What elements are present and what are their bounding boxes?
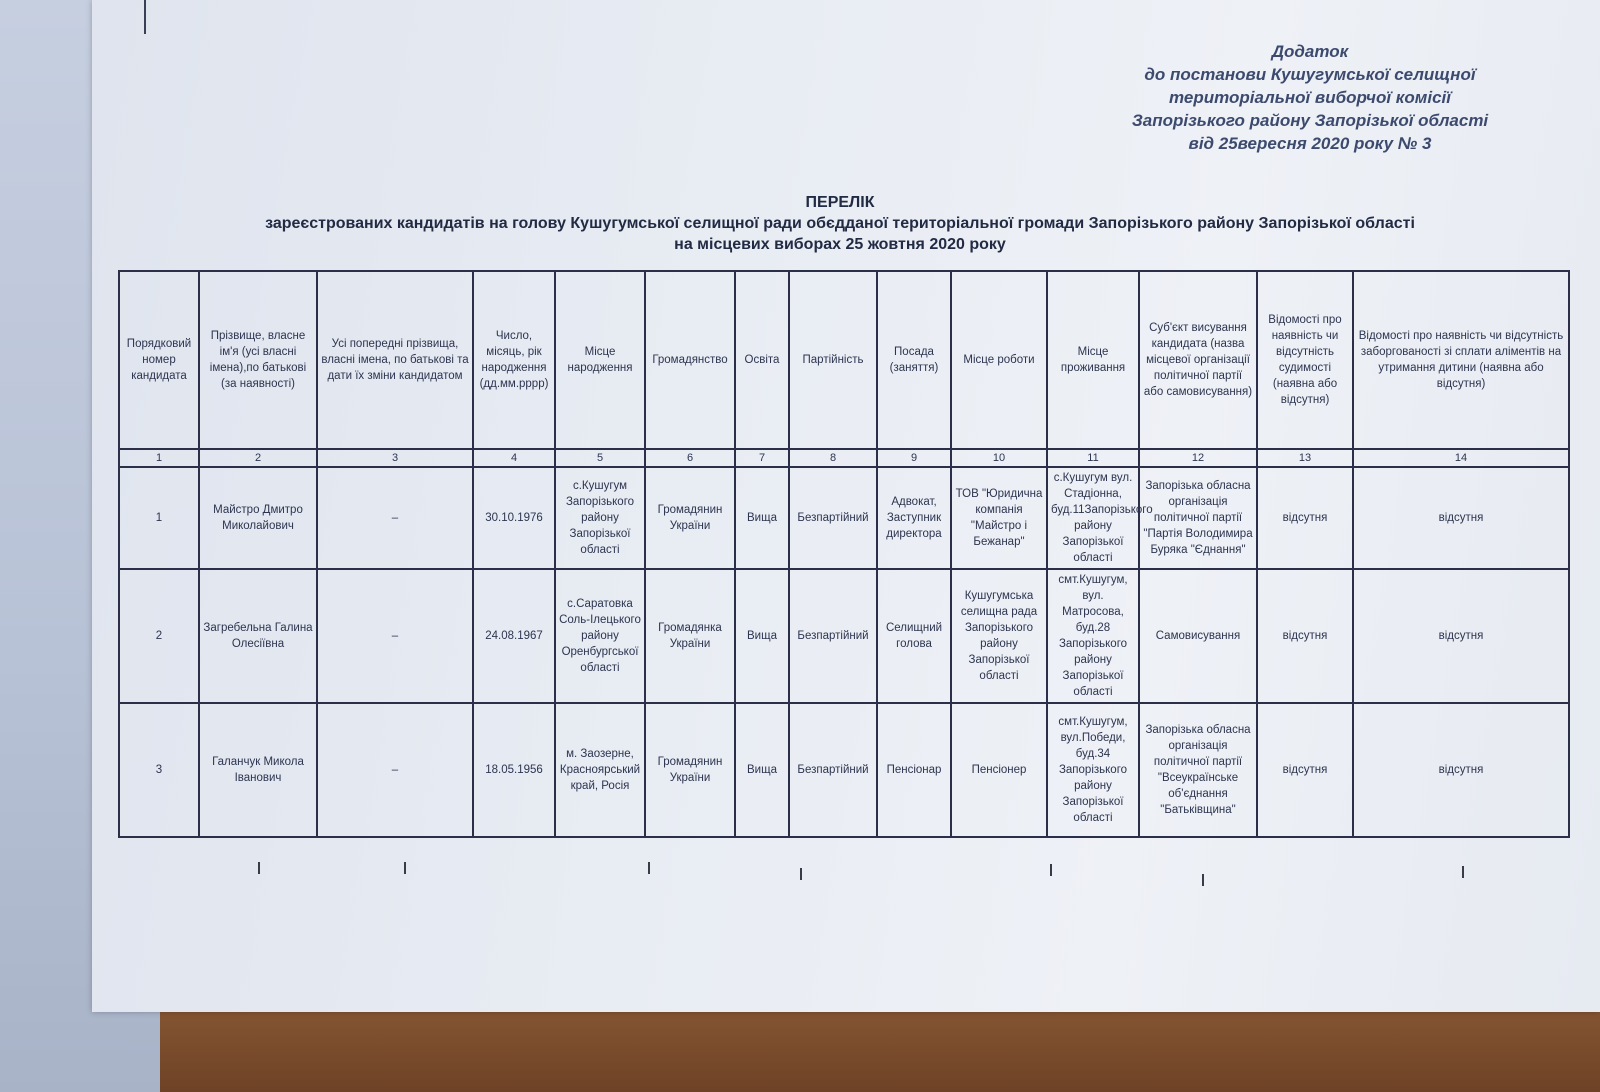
table-cell: Громадянка України — [645, 569, 735, 703]
table-cell: Запорізька обласна організація політичної партії "Всеукраїнське об'єднання "Батьківщина" — [1139, 703, 1257, 837]
column-number: 10 — [951, 449, 1047, 467]
table-cell: Вища — [735, 467, 789, 569]
table-cell: 24.08.1967 — [473, 569, 555, 703]
tick-mark — [800, 868, 802, 880]
table-cell: 2 — [119, 569, 199, 703]
tick-mark — [1050, 864, 1052, 876]
annex-line: Запорізького району Запорізької області — [1131, 111, 1489, 130]
header-cell: Відомості про наявність чи відсутність судимості (наявна або відсутня) — [1257, 271, 1353, 449]
table-cell: Селищний голова — [877, 569, 951, 703]
header-cell: Посада (заняття) — [877, 271, 951, 449]
table-cell: Майстро Дмитро Миколайович — [199, 467, 317, 569]
header-cell: Усі попередні прізвища, власні імена, по батькові та дати їх зміни кандидатом — [317, 271, 473, 449]
column-number: 7 — [735, 449, 789, 467]
table-cell: Галанчук Микола Іванович — [199, 703, 317, 837]
column-number: 11 — [1047, 449, 1139, 467]
table-cell: – — [317, 569, 473, 703]
column-number: 12 — [1139, 449, 1257, 467]
edge-mark — [144, 0, 146, 34]
header-cell: Освіта — [735, 271, 789, 449]
tick-mark — [404, 862, 406, 874]
table-cell: Адвокат, Заступник директора — [877, 467, 951, 569]
candidates-table — [118, 270, 1570, 838]
table-cell: відсутня — [1353, 703, 1569, 837]
annex-line: територіальної виборчої комісії — [1169, 88, 1451, 107]
table-cell: відсутня — [1257, 467, 1353, 569]
annex-block — [1090, 40, 1530, 155]
column-number: 2 — [199, 449, 317, 467]
title-subtitle: на місцевих виборах 25 жовтня 2020 року — [674, 236, 1006, 253]
table-cell: с.Кушугум Запорізького району Запорізької області — [555, 467, 645, 569]
table-header-row — [119, 271, 1569, 449]
table-cell: Кушугумська селищна рада Запорізького району Запорізької області — [951, 569, 1047, 703]
header-cell: Місце народження — [555, 271, 645, 449]
table-cell: Безпартійний — [789, 569, 877, 703]
table-cell: 18.05.1956 — [473, 703, 555, 837]
table-cell: с.Саратовка Соль-Ілецького району Оренбургської області — [555, 569, 645, 703]
annex-line: Додаток — [1271, 42, 1349, 61]
table-row — [119, 569, 1569, 703]
table-row — [119, 467, 1569, 569]
table-cell: Запорізька обласна організація політичної партії "Партія Володимира Буряка "Єднання" — [1139, 467, 1257, 569]
table-cell: м. Заозерне, Красноярський край, Росія — [555, 703, 645, 837]
title-subtitle: зареєстрованих кандидатів на голову Кушугумської селищної ради обєдданої територіальної громади Запорізького району Запорізької області — [265, 215, 1415, 232]
table-cell: Вища — [735, 569, 789, 703]
header-cell: Порядковий номер кандидата — [119, 271, 199, 449]
table-cell: відсутня — [1257, 703, 1353, 837]
annex-line: до постанови Кушугумської селищної — [1144, 65, 1476, 84]
header-cell: Відомості про наявність чи відсутність заборгованості зі сплати аліментів на утримання дитини (наявна або відсутня) — [1353, 271, 1569, 449]
header-cell: Громадянство — [645, 271, 735, 449]
tick-mark — [1462, 866, 1464, 878]
table-cell: відсутня — [1353, 569, 1569, 703]
table-cell: – — [317, 703, 473, 837]
table-cell: Безпартійний — [789, 703, 877, 837]
header-cell: Суб'єкт висування кандидата (назва місцевої організації політичної партії або самовисування) — [1139, 271, 1257, 449]
column-number: 13 — [1257, 449, 1353, 467]
column-number-row — [119, 449, 1569, 467]
tick-mark — [648, 862, 650, 874]
table-cell: 3 — [119, 703, 199, 837]
table-cell: Вища — [735, 703, 789, 837]
table-cell: Загребельна Галина Олесіївна — [199, 569, 317, 703]
column-number: 14 — [1353, 449, 1569, 467]
column-number: 8 — [789, 449, 877, 467]
table-cell: Пенсіонар — [877, 703, 951, 837]
table-row — [119, 703, 1569, 837]
column-number: 5 — [555, 449, 645, 467]
table-cell: Громадянин України — [645, 467, 735, 569]
table-cell: ТОВ "Юридична компанія "Майстро і Бежанар" — [951, 467, 1047, 569]
column-number: 9 — [877, 449, 951, 467]
table-cell: смт.Кушугум, вул.Победи, буд.34 Запорізького району Запорізької області — [1047, 703, 1139, 837]
table-cell: Безпартійний — [789, 467, 877, 569]
annex-line: від 25вересня 2020 року № 3 — [1188, 134, 1432, 153]
table-cell: с.Кушугум вул. Стадіонна, буд.11Запорізького району Запорізької області — [1047, 467, 1139, 569]
tick-mark — [258, 862, 260, 874]
table-cell: 1 — [119, 467, 199, 569]
header-cell: Число, місяць, рік народження (дд.мм.рррр) — [473, 271, 555, 449]
table-cell: відсутня — [1257, 569, 1353, 703]
table-cell: 30.10.1976 — [473, 467, 555, 569]
title-heading: ПЕРЕЛІК — [805, 194, 875, 211]
header-cell: Партійність — [789, 271, 877, 449]
document-title — [180, 192, 1500, 255]
table-cell: відсутня — [1353, 467, 1569, 569]
table-cell: Самовисування — [1139, 569, 1257, 703]
table-cell: смт.Кушугум, вул. Матросова, буд.28 Запорізького району Запорізької області — [1047, 569, 1139, 703]
header-cell: Місце роботи — [951, 271, 1047, 449]
column-number: 4 — [473, 449, 555, 467]
tick-mark — [1202, 874, 1204, 886]
table-cell: Пенсіонер — [951, 703, 1047, 837]
column-number: 3 — [317, 449, 473, 467]
table-cell: Громадянин України — [645, 703, 735, 837]
column-number: 1 — [119, 449, 199, 467]
header-cell: Місце проживання — [1047, 271, 1139, 449]
column-number: 6 — [645, 449, 735, 467]
table-cell: – — [317, 467, 473, 569]
header-cell: Прізвище, власне ім'я (усі власні імена),по батькові (за наявності) — [199, 271, 317, 449]
